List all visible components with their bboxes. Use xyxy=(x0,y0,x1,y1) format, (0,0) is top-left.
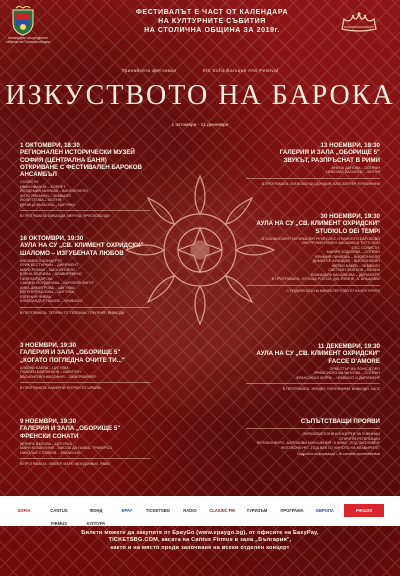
divider xyxy=(246,178,380,179)
side-event-line: ОБРАЗОВАТЕЛНИ КОНЦЕРТИ ЗА УЧЕНИЦИ xyxy=(302,432,380,437)
event-date: 9 НОЕМВРИ, 19:30 xyxy=(20,418,77,425)
event-heading xyxy=(20,235,150,257)
side-events-list xyxy=(246,432,380,450)
event-date: 13 НОЕМВРИ, 19:30 xyxy=(320,142,380,149)
festival-crown-icon xyxy=(338,11,380,33)
event-program: В ПРОГРАМАТА: ВИВАЛДИ, МЕРУЛА, ФРЕСКОБАЛДИ xyxy=(20,214,110,219)
event-nov-9 xyxy=(20,418,150,467)
divider xyxy=(20,210,150,211)
sponsor-logo: ЕВРОПА xyxy=(316,508,334,513)
notice-line: НА КУЛТУРНИТЕ СЪБИТИЯ xyxy=(158,18,266,25)
event-performers xyxy=(246,237,380,282)
event-title: ШАЛОМО – ИЗГУБЕНАТА ЛЮБОВ xyxy=(20,249,124,257)
sponsor-logo: EPAY xyxy=(121,508,133,513)
event-performers xyxy=(246,166,380,175)
event-performers xyxy=(20,180,150,207)
event-nov-30 xyxy=(246,213,380,293)
event-oct-1 xyxy=(20,142,150,219)
event-performers xyxy=(246,367,380,381)
sponsor-logo: PIRGOS xyxy=(344,504,384,517)
notice-line: НА СТОЛИЧНА ОБЩИНА ЗА 2019г. xyxy=(144,27,280,34)
event-program: В ПРОГРАМАТА: ТЕОРБИ ОТ ТЕЛЕМАН, ГРАУПНЕР, ВИВАЛДИ xyxy=(20,310,125,315)
event-heading xyxy=(246,213,380,235)
performer-line: ГАЛЯ БЪРДАРСКА xyxy=(20,276,53,281)
performer-line: ДИМИТЪР АРАНДОВ – ВИОЛОНЧЕЛО xyxy=(312,259,380,264)
performer-line: АЛБЕНА БАЕВА – ЦИГУЛКА xyxy=(20,365,69,370)
side-events-heading: СЪПЪТСТВАЩИ ПРОЯВИ xyxy=(300,418,380,425)
event-nov-13 xyxy=(246,142,380,186)
performer-line: АНТО ЯЛКАНЕН – ЧЕМБАЛО xyxy=(20,193,71,198)
sponsor-logo: ФОНД КУЛТУРА xyxy=(86,508,106,526)
page-title: ИЗКУСТВОТО НА БАРОКА xyxy=(5,80,395,111)
performer-line: АНКА ДИМИТРОВА – ЦИГУЛКА xyxy=(20,285,75,290)
event-oct-16 xyxy=(20,235,150,315)
event-date: 16 ОКТОМВРИ, 19:30 xyxy=(20,235,84,242)
performer-line: ВАСИЛИЯ ЙОНКАЗОНИЯ – ЗАМЕРВАЙНЕР xyxy=(20,374,97,379)
event-title: ОТКРИВАНЕ С ФЕСТИВАЛЕН БАРОКОВ АНСАМБЪЛ xyxy=(20,163,142,179)
header xyxy=(0,0,400,48)
performer-line: АЛЕКСАНДЪР ПАШОВ – ЧЕМБАЛО xyxy=(20,299,83,304)
performer-line: АНЕНА ДАНОВА – СОПРАН xyxy=(331,165,380,170)
event-date: 3 НОЕМВРИ, 19:30 xyxy=(20,342,77,349)
performer-line: БОЖИДАРА КАСАЛКОВА – ДИРИЖЕНТ xyxy=(311,272,380,277)
performer-line: ЕРИК БЕСТЪРКАН – ДИРИЖЕНТ xyxy=(20,263,79,268)
performer-line: МАРИЯ ЧЕДЕЛЕВА – СОПРАН xyxy=(326,250,380,255)
performer-line: ЖЕЛКО БАКЕВ – ЧЕМБАЛО xyxy=(331,263,380,268)
event-date: 11 ДЕКЕМВРИ, 19:30 xyxy=(317,343,380,350)
divider xyxy=(246,285,380,286)
performer-line: МАРИ КОЗАНТИНИ – ВИОЛА ДА ГАМБА, ТРАВЕРСО xyxy=(20,446,112,451)
ticket-info-line: Билети можете да закупите от EpayGo (www.epaygo.bg), от офисите на EasyPay, xyxy=(81,530,319,536)
event-program: В ПРОГРАМАТА: КАМЕРНИ ТЕОРБИ ОТ ШРАЙМ xyxy=(20,386,101,391)
performer-line: НИКОЛАЙ СТОЙКОВ – КЛАВЕСИН xyxy=(20,450,81,455)
event-venue: ГАЛЕРИЯ И ЗАЛА „ОБОРИЩЕ 5" xyxy=(20,425,121,433)
performer-line: САБИНА ЙОРДАНОВА – БАРОКОВ ФАГОТ xyxy=(20,281,94,286)
performer-line: ЕВГЕНИЯ БАЛОВА – ЦИГУЛКА xyxy=(20,290,75,295)
event-venue: РЕГИОНАЛЕН ИСТОРИЧЕСКИ МУЗЕЙ СОФИЯ (ЦЕНТРАЛНА БАНЯ) xyxy=(20,149,135,164)
event-dec-11 xyxy=(246,343,380,392)
event-title: FACCE D'AMORE xyxy=(328,357,380,365)
performer-line: АНСАМБЪЛ КОНЦЕРТО xyxy=(20,258,62,263)
event-title: ЗВУКЪТ, РАЗПРЪСНАТ В РИМИ xyxy=(283,156,380,164)
event-heading xyxy=(20,418,150,440)
sponsor-logo: CLASSIC FM xyxy=(209,508,235,513)
event-performers xyxy=(20,366,150,380)
divider xyxy=(246,383,380,384)
notice-line: ФЕСТИВАЛЪТ Е ЧАСТ ОТ КАЛЕНДАРА xyxy=(135,9,289,16)
event-venue: АУЛА НА СУ „СВ. КЛИМЕНТ ОХРИДСКИ" xyxy=(256,350,380,358)
event-title: STUDIOLO DEI TEMPI xyxy=(315,227,380,235)
sponsor-logo: CANTUS FIRMUS xyxy=(50,508,68,526)
side-events-link[interactable]: Подробна информация – fb.com/baroqueartsfestival xyxy=(297,452,380,457)
event-program: С ПОДКРЕПАТА НА МИНИСТЕРСТВОТО НА КУЛТУРАТА xyxy=(286,288,380,293)
event-program: В ПРОГРАМАТА: ЗИГИСМОНДО Д'ИНДИЯ, КАПСБЕРГЕР, ФРИЧИНИНИ xyxy=(261,181,380,186)
performer-line: ИВАН ИВАНОВ – КОРНЕТ xyxy=(20,184,66,189)
performer-line: ЕВГЕНИЯ ЯНЕВА xyxy=(20,294,51,299)
sponsor-logo: TICKETSBG xyxy=(145,508,171,513)
event-nov-3 xyxy=(20,342,150,391)
event-heading xyxy=(246,142,380,164)
event-performers xyxy=(20,442,150,456)
performer-line: ЕФИМИЯ ЛИНКОВА – ВИОЛОНЧЕЛО xyxy=(314,254,380,259)
event-title: „КОГАТО ПОГЛЕДНА ОЧИТЕ ТИ..." xyxy=(20,356,125,364)
event-program: В ПРОГРАМАТА: ХЕНДЕЛ, БОНОНЧИНИ, ВИВАЛДИ, ХАСЕ xyxy=(282,387,380,392)
event-venue: АУЛА НА СУ „СВ. КЛИМЕНТ ОХРИДСКИ" xyxy=(256,220,380,228)
performer-line: СОЛИСТИ: xyxy=(20,180,39,185)
performer-line: ЙОЛИ ГЕОВА – ЛЮТНЯ xyxy=(20,198,62,203)
calendar-notice xyxy=(107,8,317,35)
side-event-line: ФОТОКОНКУРС „ПОД ВЕК ОТ КИНОТО НА КЛАВИРИТЕ" xyxy=(280,445,380,450)
performer-line: ФРАНСИСКО ВИЛАНУЕВА – СОПРАН xyxy=(314,371,380,376)
event-date: 30 НОЕМВРИ, 19:30 xyxy=(320,213,380,220)
divider xyxy=(20,307,150,308)
performer-line: ЙОЗДЕМИЯ МИНКОВ – ВИОЛОНЧЕЛО xyxy=(20,189,89,194)
sponsor-logo: RADIO xyxy=(183,508,197,513)
ticket-info-line: TICKETSBG.COM, касата на Cantus Firmus в зала „България", xyxy=(108,537,292,544)
side-event-line: ФОТОКОНКУРС „БАРОКОВИ ИЗКУШЕНИЯ" В КИНО „ПОД ОКОЛОВЕЗ" xyxy=(256,441,380,446)
performer-line: ФРАНСИСКО КЕРРА – ЧЕМБАЛО И ДИРИЖЕНТ xyxy=(296,375,380,380)
event-program: В ПРОГРАМАТА: ЛЕКЛЕР, МАРЕ, МОНДОНВИЛ, РАМО xyxy=(20,462,111,467)
event-performers xyxy=(20,259,150,304)
ticket-info xyxy=(0,530,400,552)
festival-dates: 1 октомври - 11 декември xyxy=(171,123,229,128)
event-heading xyxy=(20,342,150,364)
performer-line: ЗЕФИРА ВЪЛОВА – ЦИГУЛКА xyxy=(20,441,72,446)
performer-line: ПЛАМЕН БАЙЛАНКОВ – БАРИТОН xyxy=(20,370,81,375)
divider xyxy=(246,428,380,429)
event-heading xyxy=(20,142,150,178)
performer-line: ДЕНИЦА ВЪЛЬОВА – ЦИГУЛКА xyxy=(20,202,75,207)
performer-line: ОРКЕСТЪР НА ПОНС Д'ОРО xyxy=(329,366,380,371)
festival-ordinal xyxy=(0,69,400,74)
performer-line: ИНСТРУМЕНТАЛЕН АНСАМБЪЛ TUTTI SOLI xyxy=(301,241,380,246)
performer-line: ИТАЛИАНСКИЯТ МУЗИКАЛЕН РЕНЕСАНС И РАННОТО БАРОКОВО xyxy=(261,236,380,241)
logo-caption: Календарът на културните събития на Столична община xyxy=(5,36,51,44)
sofia-coat-of-arms-icon xyxy=(10,6,36,36)
event-date: 1 ОКТОМВРИ, 18:30 xyxy=(20,142,80,149)
event-title: ФРЕНСКИ СОНАТИ xyxy=(20,432,79,440)
performer-line: В ПРОГРАМАТА: ЛУЧОЦА РОССИ, ДЖ. ЙНОНЕ, А. АГАЦИЗКИ xyxy=(271,277,380,282)
performer-line: МАРИ РОМАН – ВИОЛОНЧЕЛО xyxy=(20,267,76,272)
sponsor-logo: ПРОГРАМА xyxy=(280,508,304,513)
festival-ordinal-bg: Тринайсети фестивал xyxy=(121,69,177,74)
divider xyxy=(20,458,150,459)
performer-line: ЕЛЕНА ВЪЛЧЕВА – КЛАВИРЕВЕНС xyxy=(20,272,83,277)
divider xyxy=(20,382,150,383)
sponsor-logo: ТУРИЗЪМ xyxy=(246,508,268,513)
performer-line: СВЕТЛИН ЗЛАТКОВ – ВЪЛНА xyxy=(328,268,380,273)
festival-ordinal-en: XIII Sofia Baroque Arts Festival xyxy=(202,69,279,74)
performer-line: СЪС СОЛИСТИ: xyxy=(351,245,380,250)
event-venue: АУЛА НА СУ „СВ. КЛИМЕНТ ОХРИДСКИ" xyxy=(20,242,144,250)
event-venue: ГАЛЕРИЯ И ЗАЛА „ОБОРИЩЕ 5" xyxy=(279,149,380,157)
sponsor-logo: SOFIA xyxy=(17,508,31,513)
performer-line: НИКОЛАС ВАСИЛЕВ – ЛЮТНЯ xyxy=(326,170,380,175)
sponsor-strip xyxy=(0,496,400,526)
event-venue: ГАЛЕРИЯ И ЗАЛА „ОБОРИЩЕ 5" xyxy=(20,349,121,357)
event-heading xyxy=(246,343,380,365)
side-event-line: ОТКРИТИ РЕПЕТИЦИИ xyxy=(338,436,380,441)
side-events xyxy=(246,418,380,457)
ticket-info-line: както и на място преди започване на всеки отделен концерт xyxy=(110,544,290,551)
